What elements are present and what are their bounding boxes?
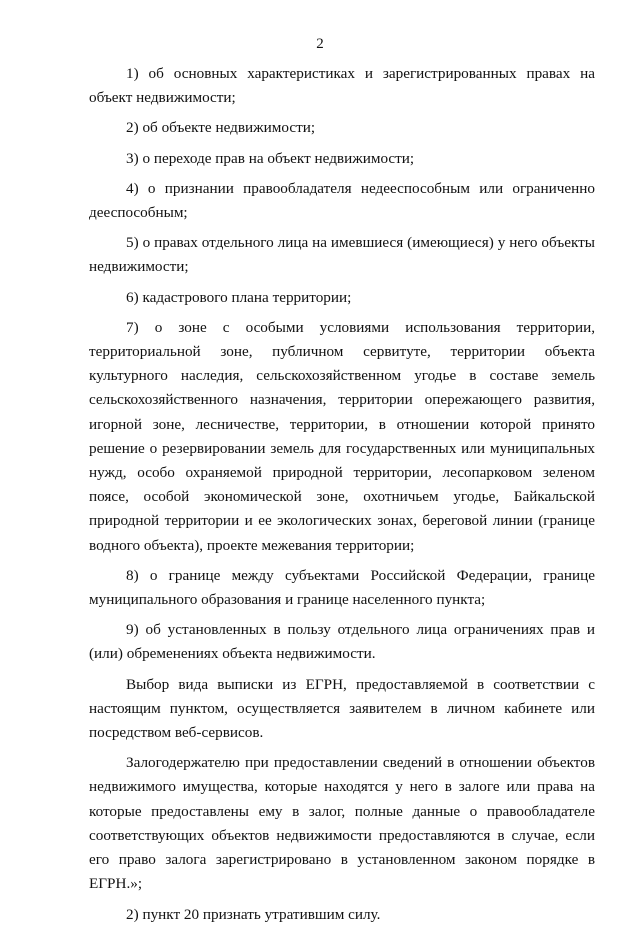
document-body [89, 62, 595, 927]
list-item-7: 7) о зоне с особыми условиями использования территории, территориальной зоне, публичном сервитуте, территории объекта культурного наследия, сельскохозяйственном угодье в составе земель сельскохозяйственного назначения, территории опережающего развития, игорной зоне, лесничестве, территории, в отношении которой принято решение о резервировании земель для государственных или муниципальных нужд, особо охраняемой природной территории, лесопарковом зеленом поясе, особой экономической зоне, охотничьем угодье, Байкальской природной территории и ее экологических зонах, береговой линии (границе водного объекта), проекте межевания территории; [89, 318, 595, 554]
page-number: 2 [316, 36, 324, 52]
list-item-2: 2) об объекте недвижимости; [126, 119, 316, 137]
paragraph-pledgee: Залогодержателю при предоставлении сведений в отношении объектов недвижимого имущества, которые находятся у него в залоге или права на которые предоставлены ему в залог, полные данные о правообладателе соответствующих объектов недвижимости предоставляются в случае, если его право залога зарегистрировано в установленном законом порядке в ЕГРН.»; [89, 754, 595, 893]
list-item-1: 1) об основных характеристиках и зарегистрированных правах на объект недвижимости; [89, 65, 595, 107]
paragraph-extract-choice: Выбор вида выписки из ЕГРН, предоставляемой в соответствии с настоящим пунктом, осуществляется заявителем в личном кабинете или посредством веб-сервисов. [89, 675, 595, 742]
list-item-3: 3) о переходе прав на объект недвижимости; [126, 149, 415, 167]
paragraph-item-20: 2) пункт 20 признать утратившим силу. [126, 905, 381, 923]
list-item-8: 8) о границе между субъектами Российской Федерации, границе муниципального образования и границе населенного пункта; [89, 566, 595, 609]
list-item-6: 6) кадастрового плана территории; [126, 288, 352, 306]
list-item-5: 5) о правах отдельного лица на имевшиеся (имеющиеся) у него объекты недвижимости; [89, 234, 595, 276]
list-item-9: 9) об установленных в пользу отдельного лица ограничениях прав и (или) обременениях объекта недвижимости. [89, 621, 595, 663]
list-item-4: 4) о признании правообладателя недееспособным или ограниченно дееспособным; [89, 179, 595, 222]
